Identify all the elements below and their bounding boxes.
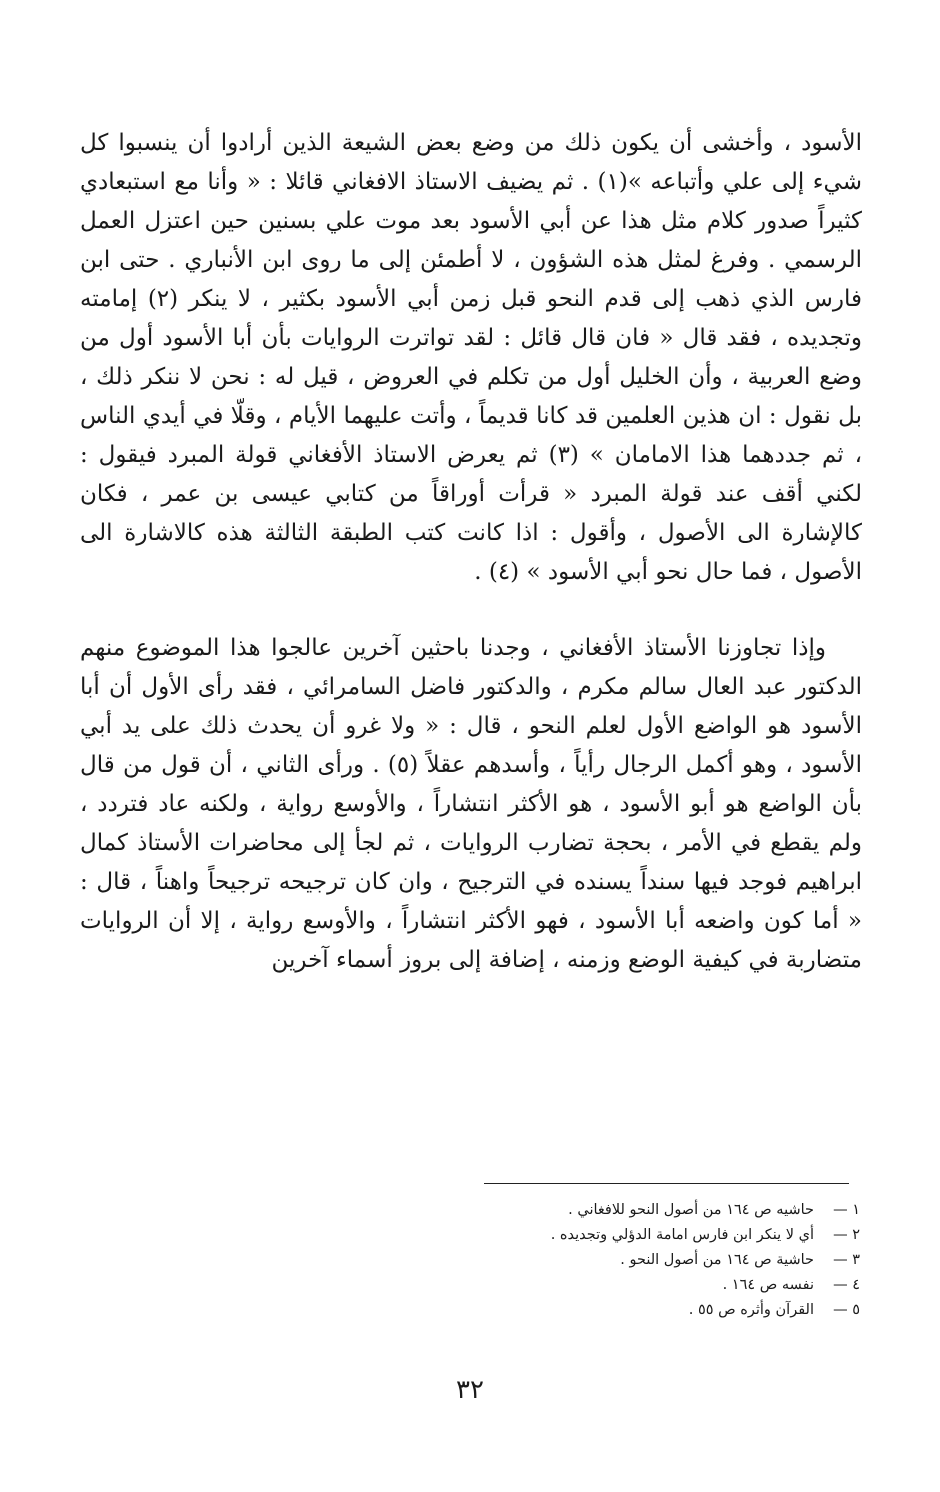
main-text bbox=[80, 124, 862, 980]
footnote-item bbox=[440, 1223, 860, 1248]
footnote-number: ٢ — bbox=[833, 1227, 860, 1243]
footnote-item bbox=[440, 1198, 860, 1223]
footnote-text: القرآن وأثره ص ٥٥ . bbox=[688, 1302, 814, 1318]
footnote-separator bbox=[484, 1183, 849, 1184]
footnote-text: نفسه ص ١٦٤ . bbox=[722, 1277, 814, 1293]
footnote-number: ٣ — bbox=[833, 1252, 860, 1268]
footnote-item bbox=[440, 1248, 860, 1273]
footnote-number: ٥ — bbox=[833, 1302, 860, 1318]
footnote-text: حاشيه ص ١٦٤ من أصول النحو للافغاني . bbox=[568, 1202, 814, 1218]
footnote-text: أي لا ينكر ابن فارس امامة الدؤلي وتجديده . bbox=[550, 1227, 814, 1243]
footnotes-list bbox=[440, 1198, 860, 1323]
footnote-number: ١ — bbox=[833, 1202, 860, 1218]
paragraph-2: وإذا تجاوزنا الأستاذ الأفغاني ، وجدنا باحثين آخرين عالجوا هذا الموضوع منهم الدكتور عبد العال سالم مكرم ، والدكتور فاضل السامرائي ، فقد رأى الأول أن أبا الأسود هو الواضع الأول لعلم النحو ، قال : « ولا غرو أن يحدث ذلك على يد أبي الأسود ، وهو أكمل الرجال رأياً ، وأسدهم عقلاً (٥) . ورأى الثاني ، أن قول من قال بأن الواضع هو أبو الأسود ، هو الأكثر انتشاراً ، والأوسع رواية ، ولكنه عاد فتردد ، ولم يقطع في الأمر ، بحجة تضارب الروايات ، ثم لجأ إلى محاضرات الأستاذ كمال ابراهيم فوجد فيها سنداً يسنده في الترجيح ، وان كان ترجيحه ترجيحاً واهناً ، قال : « أما كون واضعه أبا الأسود ، فهو الأكثر انتشاراً ، والأوسع رواية ، إلا أن الروايات متضاربة في كيفية الوضع وزمنه ، إضافة إلى بروز أسماء آخرين bbox=[80, 635, 862, 973]
footnote-number: ٤ — bbox=[833, 1277, 860, 1293]
page-number: ٣٢ bbox=[456, 1375, 484, 1405]
paragraph-1: الأسود ، وأخشى أن يكون ذلك من وضع بعض الشيعة الذين أرادوا أن ينسبوا كل شيء إلى علي وأتباعه »(١) . ثم يضيف الاستاذ الافغاني قائلا : « وأنا مع استبعادي كثيراً صدور كلام مثل هذا عن أبي الأسود بعد موت علي بسنين حين اعتزل العمل الرسمي . وفرغ لمثل هذه الشؤون ، لا أطمئن إلى ما روى ابن الأنباري . حتى ابن فارس الذي ذهب إلى قدم النحو قبل زمن أبي الأسود بكثير ، لا ينكر (٢) إمامته وتجديده ، فقد قال « فان قال قائل : لقد تواترت الروايات بأن أبا الأسود أول من وضع العربية ، وأن الخليل أول من تكلم في العروض ، قيل له : نحن لا ننكر ذلك ، بل نقول : ان هذين العلمين قد كانا قديماً ، وأتت عليهما الأيام ، وقلّا في أيدي الناس ، ثم جددهما هذا الامامان » (٣) ثم يعرض الاستاذ الأفغاني قولة المبرد فيقول : لكني أقف عند قولة المبرد « قرأت أوراقاً من كتابي عيسى بن عمر ، فكان كالإشارة الى الأصول ، وأقول : اذا كانت كتب الطبقة الثالثة هذه كالاشارة الى الأصول ، فما حال نحو أبي الأسود » (٤) . bbox=[80, 130, 863, 585]
footnote-item bbox=[440, 1273, 860, 1298]
footnote-text: حاشية ص ١٦٤ من أصول النحو . bbox=[620, 1252, 814, 1268]
footnote-item bbox=[440, 1298, 860, 1323]
